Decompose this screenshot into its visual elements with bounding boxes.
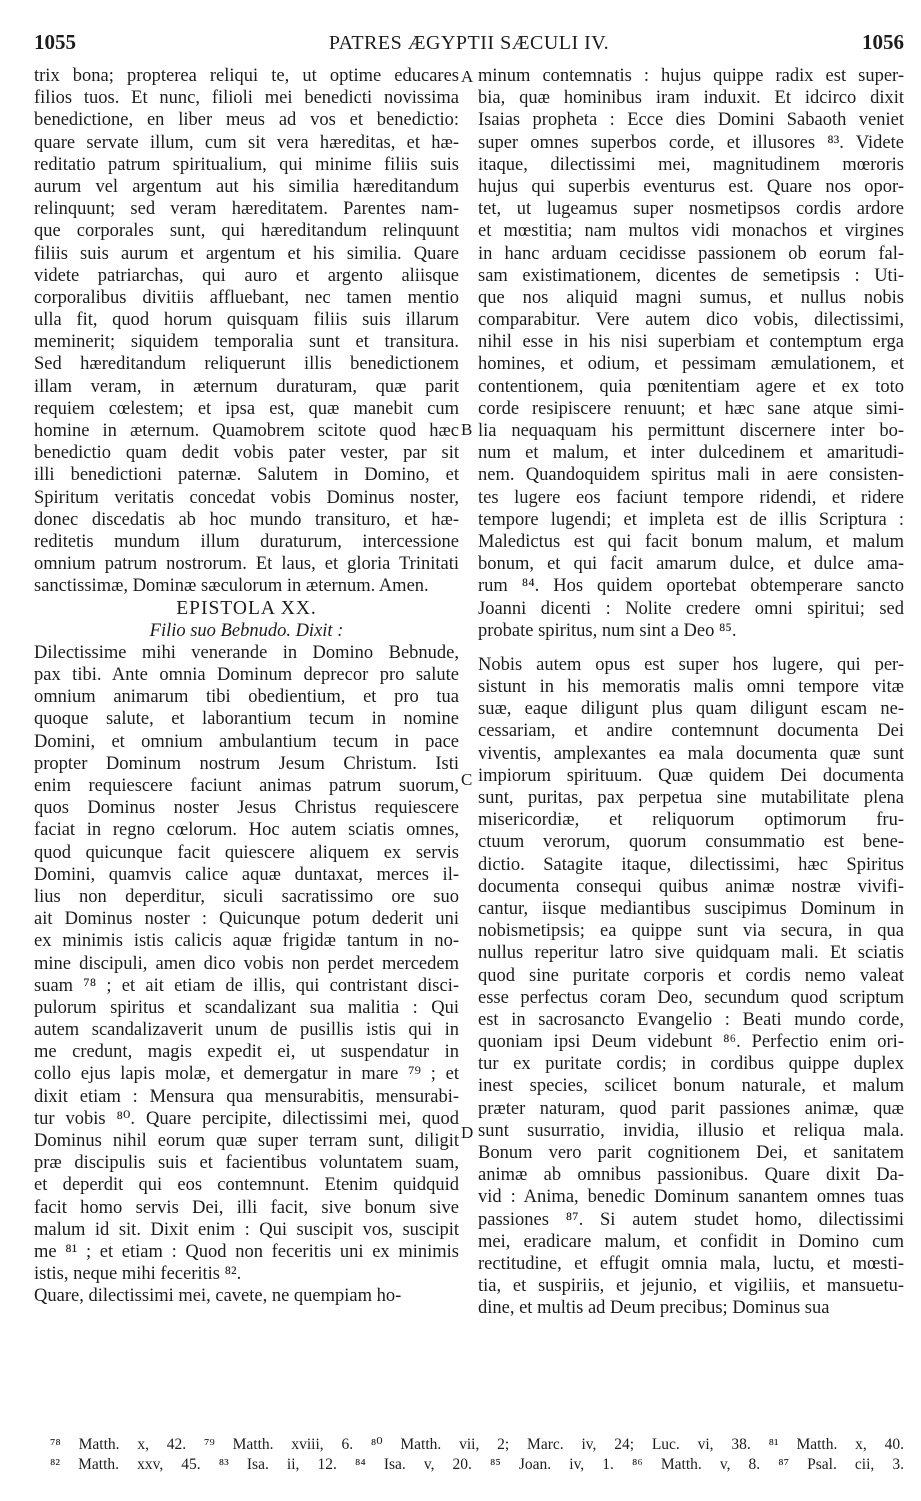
text-line: suam ⁷⁸ ; et ait etiam de illis, qui contristant disci-: [34, 975, 459, 996]
text-line: sistunt in his memoratis malis omni tempore vitæ: [478, 677, 904, 698]
text-line: sanctissimæ, Dominæ sæculorum in æternum. Amen.: [34, 576, 429, 597]
text-line: ctuum verorum, quorum consummatio est bene-: [478, 832, 904, 853]
text-line: illam veram, in æternum duraturam, quæ parit: [34, 376, 459, 397]
text-line: sam existimationem, dicentes de semetipsis : Uti-: [478, 265, 904, 286]
margin-marker-b: B: [461, 420, 473, 439]
text-line: documenta consequi quibus animæ nostræ vivifi-: [478, 876, 904, 897]
text-line: misericordiæ, et reliquorum optimorum fru-: [478, 810, 904, 831]
text-line: Dominus nihil eorum quæ super terram sunt, diligit: [34, 1131, 459, 1151]
text-line: cantur, iisque mediantibus suscipimus Dominum in: [478, 898, 904, 919]
text-line: pax tibi. Ante omnia Dominum deprecor pro salute: [34, 665, 459, 686]
left-column: [34, 65, 459, 1308]
text-line: Domini, quamvis calice aquæ duntaxat, merces il-: [34, 864, 459, 885]
page-number-left: 1055: [34, 30, 76, 54]
text-line: nem. Quandoquidem spiritus mali in aere consisten-: [478, 465, 904, 486]
text-line: bia, quæ hominibus iram induxit. Et idcirco dixit: [478, 88, 904, 109]
text-line: que corporales sunt, qui hæreditandum relinquunt: [34, 221, 459, 242]
text-line: Quare, dilectissimi mei, cavete, ne quempiam ho-: [34, 1286, 402, 1307]
text-line: quare servate illum, cum sit vera hæreditas, et hæ-: [34, 132, 459, 153]
margin-marker-a: A: [461, 67, 474, 86]
text-line: dictio. Satagite itaque, dilectissimi, hæc Spiritus: [478, 854, 904, 875]
text-line: et deperdit qui eos contemnunt. Etenim quidquid: [34, 1175, 459, 1196]
text-line: omnium animarum tibi obedientium, et pro tua: [34, 687, 459, 708]
text-line: reditatio patrum spiritualium, qui minime filiis suis: [34, 154, 459, 175]
text-line: tempore lugendi; et impleta est de illis Scriptura :: [478, 509, 904, 530]
text-line: dine, et multis ad Deum precibus; Dominus sua: [478, 1298, 830, 1319]
text-line: meminerit; siquidem temporalia sunt et transitura.: [34, 332, 459, 353]
text-line: ulla fit, quod horum quisquam filiis suis illarum: [34, 310, 459, 331]
text-line: tia, et suspiriis, et jejunio, et vigiliis, et mansuetu-: [478, 1276, 904, 1297]
text-line: præ discipulis suis et facientibus voluntatem suam,: [34, 1153, 459, 1174]
text-line: aurum vel argentum aut his similia hæreditandum: [34, 176, 459, 197]
text-line: vid : Anima, benedic Dominum sanantem omnes tuas: [478, 1187, 904, 1208]
running-title: PATRES ÆGYPTII SÆCULI IV.: [328, 32, 610, 54]
text-line: Sed hæreditandum reliquerunt illis benedictionem: [34, 354, 459, 375]
text-line: rum ⁸⁴. Hos quidem oportebat obtemperare sancto: [478, 576, 904, 597]
text-line: hujus qui superbis eventurus est. Quare nos opor-: [478, 176, 904, 197]
footnote-line: ⁷⁸ Matth. x, 42. ⁷⁹ Matth. xviii, 6. ⁸⁰ Matth. vii, 2; Marc. iv, 24; Luc. vi, 38. ⁸¹ Matth. x, 40.: [50, 1436, 904, 1453]
text-line: tur vobis ⁸⁰. Quare percipite, dilectissimi mei, quod: [34, 1108, 459, 1129]
text-line: esse perfectus coram Deo, secundum quod scriptum: [478, 987, 904, 1008]
text-line: homine in æternum. Quamobrem scitote quod hæc: [34, 421, 459, 441]
text-line: propter Dominum nostrum Jesum Christum. Isti: [34, 753, 459, 774]
text-line: enim requiescere faciunt animas patrum suorum,: [34, 776, 459, 796]
text-line: lia nequaquam his permittunt discernere inter bo-: [478, 421, 904, 441]
text-line: ait Dominus noster : Quicunque potum dederit uni: [34, 909, 459, 930]
right-column: [478, 65, 904, 1320]
text-line: bonum, et qui facit amarum dulce, et dulce ama-: [478, 554, 904, 575]
text-line: me ⁸¹ ; et etiam : Quod non feceritis uni ex minimis: [34, 1241, 459, 1262]
margin-marker-c: C: [461, 770, 473, 789]
text-line: Dilectissime mihi venerande in Domino Bebnude,: [34, 642, 459, 663]
text-line: tet, ut lugeamus super nosmetipsos cordis ardore: [478, 199, 904, 220]
text-line: nullus reperitur latro sive quidquam mali. Et sciatis: [478, 943, 904, 964]
text-line: relinquunt; sed veram hæreditatem. Parentes nam-: [34, 199, 459, 220]
text-line: Joanni dicenti : Nolite credere omni spiritui; sed: [478, 598, 904, 619]
text-line: corporalibus divitiis affluebant, nec tamen mentio: [34, 287, 459, 308]
text-line: trix bona; propterea reliqui te, ut optime educares: [34, 66, 459, 86]
text-line: animæ ab omnibus passionibus. Quare dixit Da-: [478, 1165, 904, 1186]
text-line: viventis, amplexantes ea mala documenta quæ sunt: [478, 743, 904, 764]
text-line: mei, eradicare malum, et confidit in Domino cum: [478, 1231, 904, 1252]
text-line: omnium patrum nostrorum. Et laus, et gloria Trinitati: [34, 554, 459, 575]
text-line: filios tuos. Et nunc, filioli mei benedicti novissima: [34, 88, 459, 109]
text-line: Nobis autem opus est super hos lugere, qui per-: [478, 654, 904, 675]
text-line: præter naturam, quod parit passiones animæ, quæ: [478, 1098, 904, 1119]
text-line: passiones ⁸⁷. Si autem studet homo, dilectissimi: [478, 1209, 904, 1230]
text-line: tur ex puritate cordis; in cordibus quippe duplex: [478, 1054, 904, 1075]
text-line: itaque, dilectissimi mei, magnitudinem mœroris: [478, 154, 904, 175]
text-line: ex minimis istis calicis aquæ frigidæ tantum in no-: [34, 931, 459, 952]
text-line: donec discedatis ab hoc mundo transituro, et hæ-: [34, 509, 459, 530]
text-line: quoque salute, et laborantium tecum in nomine: [34, 709, 459, 730]
text-line: Bonum vero parit cognitionem Dei, et sanitatem: [478, 1143, 904, 1163]
text-line: benedictio quam dedit vobis pater vester, par sit: [34, 443, 459, 464]
text-line: est in sacrosancto Evangelio : Beati mundo corde,: [478, 1009, 904, 1030]
text-line: contentionem, quia pœnitentiam agere et ex toto: [478, 376, 904, 397]
text-line: rectitudine, et effugit omnia mala, luctu, et mœsti-: [478, 1253, 904, 1274]
text-line: quos Dominus noster Jesus Christus requiescere: [34, 798, 459, 819]
text-line: et mœstitia; nam multos vidi monachos et virgines: [478, 221, 904, 242]
text-line: minum contemnatis : hujus quippe radix est super-: [478, 66, 904, 86]
text-line: suæ, eaque diligunt plus quam diligunt escam ne-: [478, 699, 904, 720]
margin-marker-d: D: [461, 1123, 474, 1142]
text-line: pulorum spiritus et scandalizant sua malitia : Qui: [34, 997, 459, 1018]
text-line: num et malum, et inter dulcedinem et amaritudi-: [478, 443, 904, 464]
text-line: illi benedictioni paternæ. Salutem in Domino, et: [34, 465, 459, 486]
text-line: Isaias propheta : Ecce dies Domini Sabaoth veniet: [478, 110, 904, 131]
text-line: probate spiritus, num sint a Deo ⁸⁵.: [478, 620, 737, 641]
text-line: comparabitur. Vere autem dico vobis, dilectissimi,: [478, 310, 904, 331]
text-line: nobismetipsis; ea quippe sunt via secura, in qua: [478, 921, 904, 942]
footnotes: [50, 1435, 904, 1475]
text-line: lius non deperditur, siculi sacratissimo ore suo: [34, 886, 459, 907]
text-line: dixit etiam : Mensura qua mensurabitis, mensurabi-: [34, 1086, 459, 1107]
text-line: homines, et odium, et pessimam æmulationem, et: [478, 354, 904, 375]
text-line: malum id sit. Dixit enim : Qui suscipit vos, suscipit: [34, 1219, 459, 1240]
text-line: mine discipuli, amen dico vobis non perdet mercedem: [34, 953, 459, 974]
text-line: filiis suis aurum et argentum et his similia. Quare: [34, 243, 459, 264]
text-line: que nos aliquid magni sumus, et nullus nobis: [478, 287, 904, 308]
text-line: autem scandalizaverit unum de pusillis istis qui in: [34, 1020, 459, 1041]
text-line: videte patriarchas, qui auro et argento aliisque: [34, 265, 459, 286]
text-line: quoniam ipsi Deum videbunt ⁸⁶. Perfectio enim ori-: [478, 1032, 904, 1053]
text-line: me credunt, magis expedit ei, ut suspendatur in: [34, 1042, 459, 1063]
text-line: quod quicunque facit quiescere aliquem ex servis: [34, 842, 459, 863]
text-line: super omnes superbos corde, et illusores ⁸³. Videte: [478, 132, 904, 153]
text-line: EPISTOLA XX.: [176, 597, 317, 619]
text-line: faciat in regno cœlorum. Hoc autem sciatis omnes,: [34, 820, 459, 841]
text-line: Maledictus est qui facit bonum malum, et malum: [478, 531, 904, 552]
text-line: sunt susurratio, invidia, illusio et reliqua mala.: [478, 1120, 904, 1141]
text-line: collo ejus lapis molæ, et demergatur in mare ⁷⁹ ; et: [34, 1064, 459, 1085]
text-line: in hanc arduam cecidisse passionem ob eorum fal-: [478, 243, 904, 264]
text-line: benedictione, en liber meus ad vos et benedictio:: [34, 110, 459, 131]
text-line: quod sine puritate corporis et cordis nemo valeat: [478, 965, 904, 986]
text-line: Filio suo Bebnudo. Dixit :: [149, 620, 344, 641]
footnote-line: ⁸² Matth. xxv, 45. ⁸³ Isa. ii, 12. ⁸⁴ Isa. v, 20. ⁸⁵ Joan. iv, 1. ⁸⁶ Matth. v, 8. ⁸⁷ Psal. cii, 3.: [50, 1456, 904, 1473]
text-line: facit homo servis Dei, illi facit, sive bonum sive: [34, 1197, 459, 1218]
text-line: Domini, et omnium ambulantium tecum in pace: [34, 731, 459, 752]
text-line: impiorum spirituum. Quæ quidem Dei documenta: [478, 765, 904, 786]
text-line: sunt, puritas, pax perpetua sine mutabilitate plena: [478, 788, 904, 808]
text-line: nihil esse in his nisi superbiam et contemptum erga: [478, 332, 904, 353]
text-line: inest species, scilicet bonum naturale, et malum: [478, 1076, 904, 1097]
text-line: requiem cœlestem; et ipsa est, quæ manebit cum: [34, 398, 459, 419]
text-line: Spiritum veritatis concedat vobis Dominus noster,: [34, 487, 459, 508]
text-line: istis, neque mihi feceritis ⁸².: [34, 1264, 242, 1285]
text-line: tes lugere eos faciunt tempore ridendi, et ridere: [478, 487, 904, 508]
page-number-right: 1056: [862, 30, 904, 54]
running-header: [34, 30, 904, 60]
text-line: cessariam, et andire contemnunt documenta Dei: [478, 721, 904, 742]
text-line: reditetis mundum illum duraturum, intercessione: [34, 531, 459, 552]
text-line: corde resipiscere renuunt; et hæc sane atque simi-: [478, 398, 904, 419]
